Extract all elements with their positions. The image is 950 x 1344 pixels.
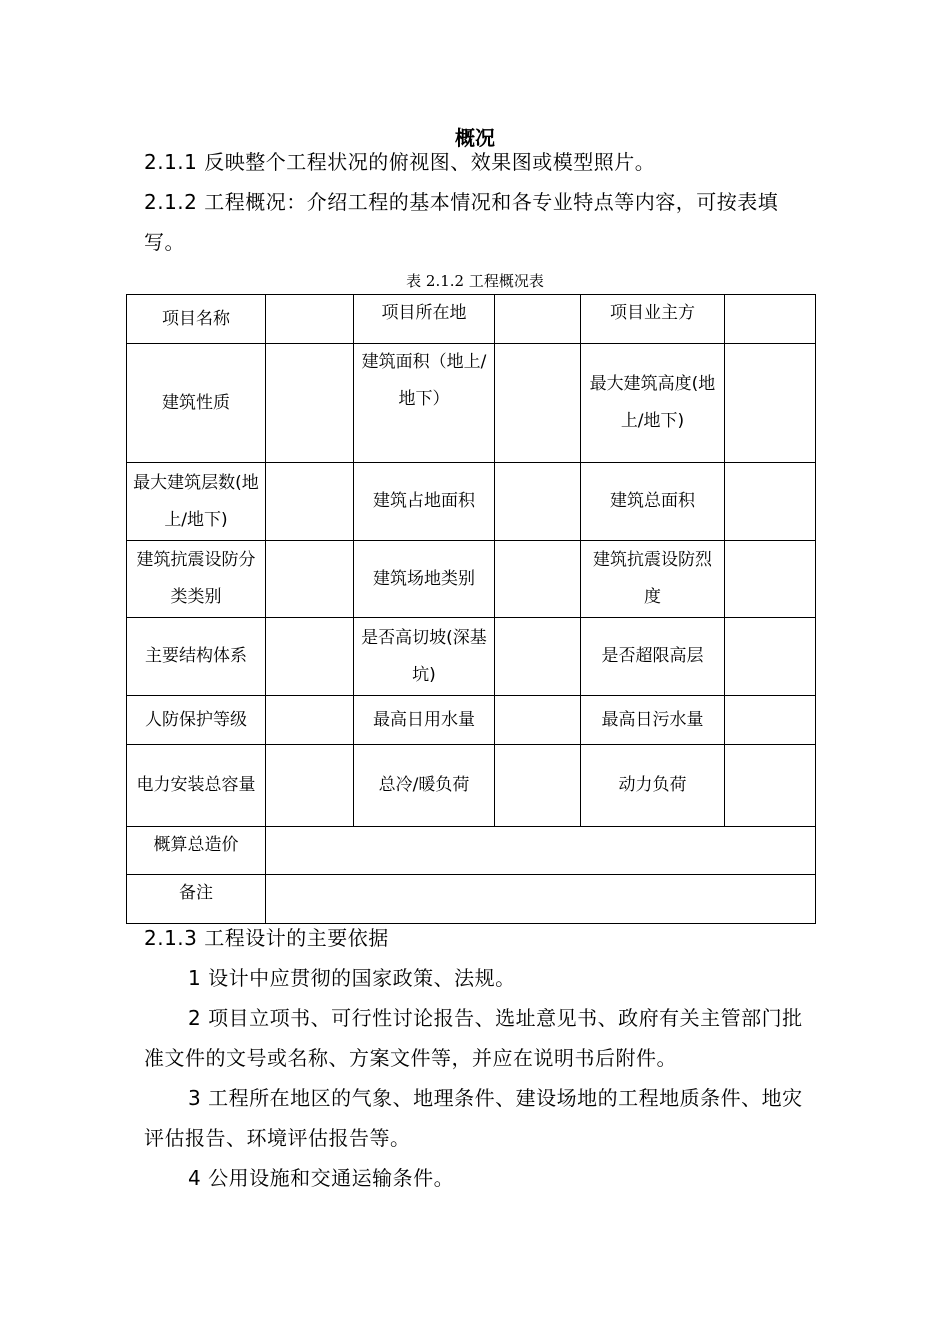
value-cell	[725, 696, 816, 745]
value-cell	[266, 745, 354, 827]
label-max-daily-water: 最高日用水量	[354, 696, 495, 745]
value-cell	[266, 295, 354, 344]
value-cell	[495, 745, 581, 827]
value-cell	[495, 463, 581, 541]
label-seismic-category: 建筑抗震设防分类类别	[127, 541, 266, 618]
value-cell	[266, 875, 816, 924]
value-cell	[725, 541, 816, 618]
label-building-nature: 建筑性质	[127, 344, 266, 463]
basis-item-3: 3 工程所在地区的气象、地理条件、建设场地的工程地质条件、地灾评估报告、环境评估报告等。	[144, 1086, 803, 1150]
value-cell	[495, 618, 581, 696]
value-cell	[725, 618, 816, 696]
label-project-location: 项目所在地	[354, 295, 495, 344]
label-max-building-height: 最大建筑高度(地上/地下)	[581, 344, 725, 463]
label-total-building-area: 建筑总面积	[581, 463, 725, 541]
label-project-name: 项目名称	[127, 295, 266, 344]
table-row	[127, 541, 816, 618]
table-row	[127, 463, 816, 541]
value-cell	[495, 344, 581, 463]
table-row	[127, 827, 816, 875]
basis-item-1: 1 设计中应贯彻的国家政策、法规。	[188, 966, 516, 990]
project-overview-table	[126, 294, 816, 924]
label-civil-defense-level: 人防保护等级	[127, 696, 266, 745]
value-cell	[266, 344, 354, 463]
label-high-slope: 是否高切坡(深基坑)	[354, 618, 495, 696]
table-row	[127, 745, 816, 827]
heading-2-1-3: 2.1.3 工程设计的主要依据	[144, 926, 389, 950]
label-seismic-intensity: 建筑抗震设防烈度	[581, 541, 725, 618]
label-project-owner: 项目业主方	[581, 295, 725, 344]
value-cell	[266, 827, 816, 875]
basis-item-4: 4 公用设施和交通运输条件。	[188, 1166, 455, 1190]
label-remarks: 备注	[127, 875, 266, 924]
value-cell	[725, 463, 816, 541]
value-cell	[725, 344, 816, 463]
basis-item-2: 2 项目立项书、可行性讨论报告、选址意见书、政府有关主管部门批准文件的文号或名称、方案文件等，并应在说明书后附件。	[144, 1006, 803, 1070]
label-site-category: 建筑场地类别	[354, 541, 495, 618]
label-structure-system: 主要结构体系	[127, 618, 266, 696]
label-total-estimate: 概算总造价	[127, 827, 266, 875]
label-footprint-area: 建筑占地面积	[354, 463, 495, 541]
value-cell	[495, 696, 581, 745]
table-row	[127, 344, 816, 463]
label-cooling-heating-load: 总冷/暖负荷	[354, 745, 495, 827]
label-building-area: 建筑面积（地上/地下）	[354, 344, 495, 463]
label-max-daily-sewage: 最高日污水量	[581, 696, 725, 745]
table-row	[127, 875, 816, 924]
section-title: 概况	[455, 126, 495, 150]
label-max-floors: 最大建筑层数(地上/地下)	[127, 463, 266, 541]
table-row	[127, 696, 816, 745]
paragraph-2-1-1: 2.1.1 反映整个工程状况的俯视图、效果图或模型照片。	[144, 150, 656, 174]
label-power-capacity: 电力安装总容量	[127, 745, 266, 827]
table-row	[127, 295, 816, 344]
value-cell	[495, 541, 581, 618]
value-cell	[266, 618, 354, 696]
value-cell	[266, 696, 354, 745]
value-cell	[725, 295, 816, 344]
table-caption: 表 2.1.2 工程概况表	[406, 272, 544, 290]
value-cell	[266, 541, 354, 618]
value-cell	[495, 295, 581, 344]
value-cell	[266, 463, 354, 541]
label-over-limit-highrise: 是否超限高层	[581, 618, 725, 696]
label-power-load: 动力负荷	[581, 745, 725, 827]
table-row	[127, 618, 816, 696]
paragraph-2-1-2: 2.1.2 工程概况：介绍工程的基本情况和各专业特点等内容，可按表填写。	[144, 190, 779, 254]
value-cell	[725, 745, 816, 827]
